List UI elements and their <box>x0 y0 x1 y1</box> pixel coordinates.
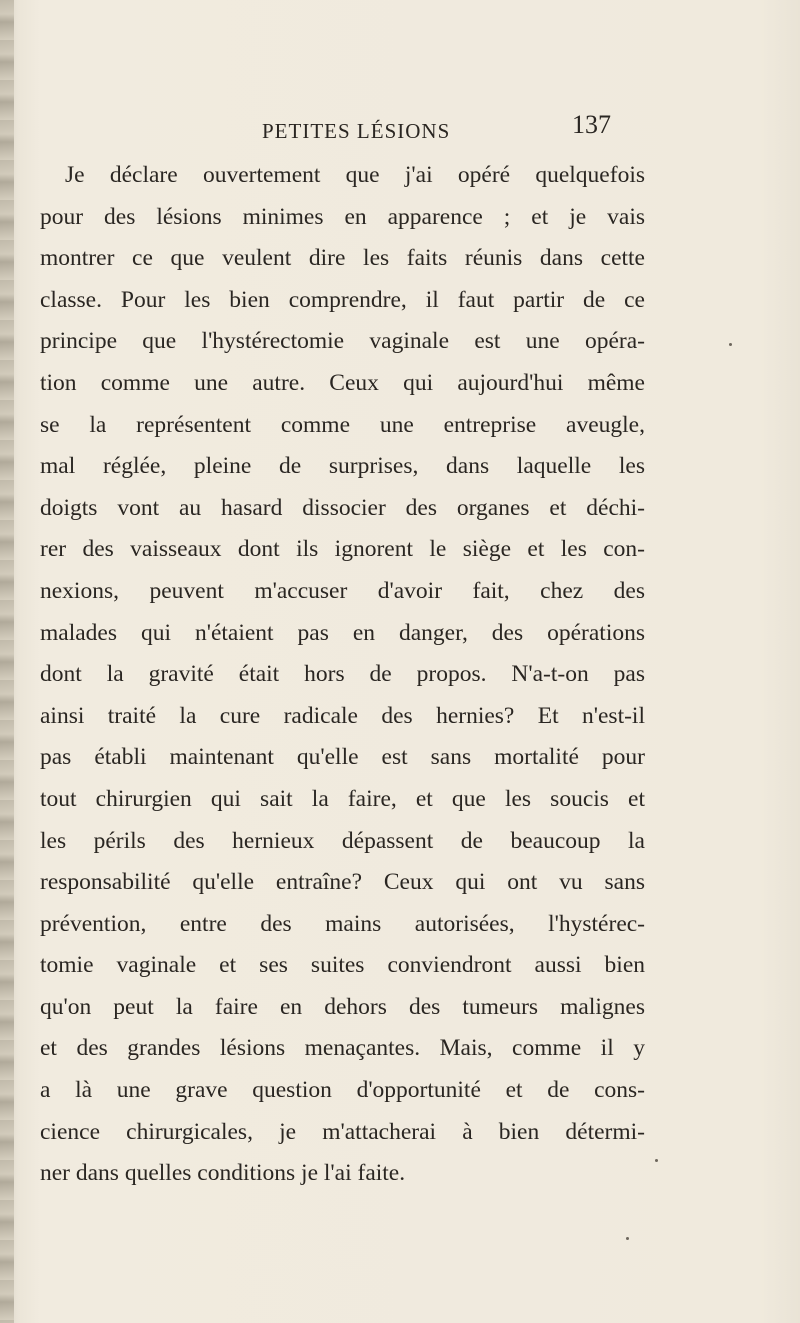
text-line: pour des lésions minimes en apparence ; et je vais <box>40 203 645 230</box>
text-line: dont la gravité était hors de propos. N'a-t-on pas <box>40 661 645 688</box>
text-line: prévention, entre des mains autorisées, l'hystérec- <box>40 910 645 937</box>
text-line: montrer ce que veulent dire les faits réunis dans cette <box>40 245 645 272</box>
text-line: tion comme une autre. Ceux qui aujourd'hui même <box>40 369 645 396</box>
body-paragraph <box>40 155 645 1195</box>
text-line: principe que l'hystérectomie vaginale est une opéra- <box>40 328 645 355</box>
text-line: a là une grave question d'opportunité et de cons- <box>40 1077 645 1104</box>
text-line: ainsi traité la cure radicale des hernies? Et n'est-il <box>40 702 645 729</box>
text-line: cience chirurgicales, je m'attacherai à bien détermi- <box>40 1118 645 1145</box>
running-head <box>0 110 800 148</box>
text-line: doigts vont au hasard dissocier des organes et déchi- <box>40 494 645 521</box>
page-number: 137 <box>572 110 611 139</box>
text-line: mal réglée, pleine de surprises, dans laquelle les <box>40 453 645 480</box>
text-line: tout chirurgien qui sait la faire, et que les soucis et <box>40 785 645 812</box>
text-line: rer des vaisseaux dont ils ignorent le siège et les con- <box>40 536 645 563</box>
text-line: se la représentent comme une entreprise aveugle, <box>40 411 645 438</box>
text-line: classe. Pour les bien comprendre, il faut partir de ce <box>40 286 645 313</box>
text-line: pas établi maintenant qu'elle est sans mortalité pour <box>40 744 645 771</box>
text-line: les périls des hernieux dépassent de beaucoup la <box>40 827 645 854</box>
text-line: malades qui n'étaient pas en danger, des opérations <box>40 619 645 646</box>
text-line: qu'on peut la faire en dehors des tumeurs malignes <box>40 993 645 1020</box>
text-line: tomie vaginale et ses suites conviendront aussi bien <box>40 952 645 979</box>
page-binding-edge <box>0 0 14 1323</box>
paper-speck <box>729 343 732 346</box>
text-line: Je déclare ouvertement que j'ai opéré quelquefois <box>65 162 645 188</box>
text-line: nexions, peuvent m'accuser d'avoir fait, chez des <box>40 577 645 604</box>
text-line: et des grandes lésions menaçantes. Mais, comme il y <box>40 1035 645 1062</box>
text-line: ner dans quelles conditions je l'ai faite. <box>40 1160 406 1187</box>
running-head-title: PETITES LÉSIONS <box>262 119 451 143</box>
text-line: responsabilité qu'elle entraîne? Ceux qui ont vu sans <box>40 869 645 896</box>
paper-speck <box>655 1159 658 1162</box>
paper-speck <box>626 1237 629 1240</box>
